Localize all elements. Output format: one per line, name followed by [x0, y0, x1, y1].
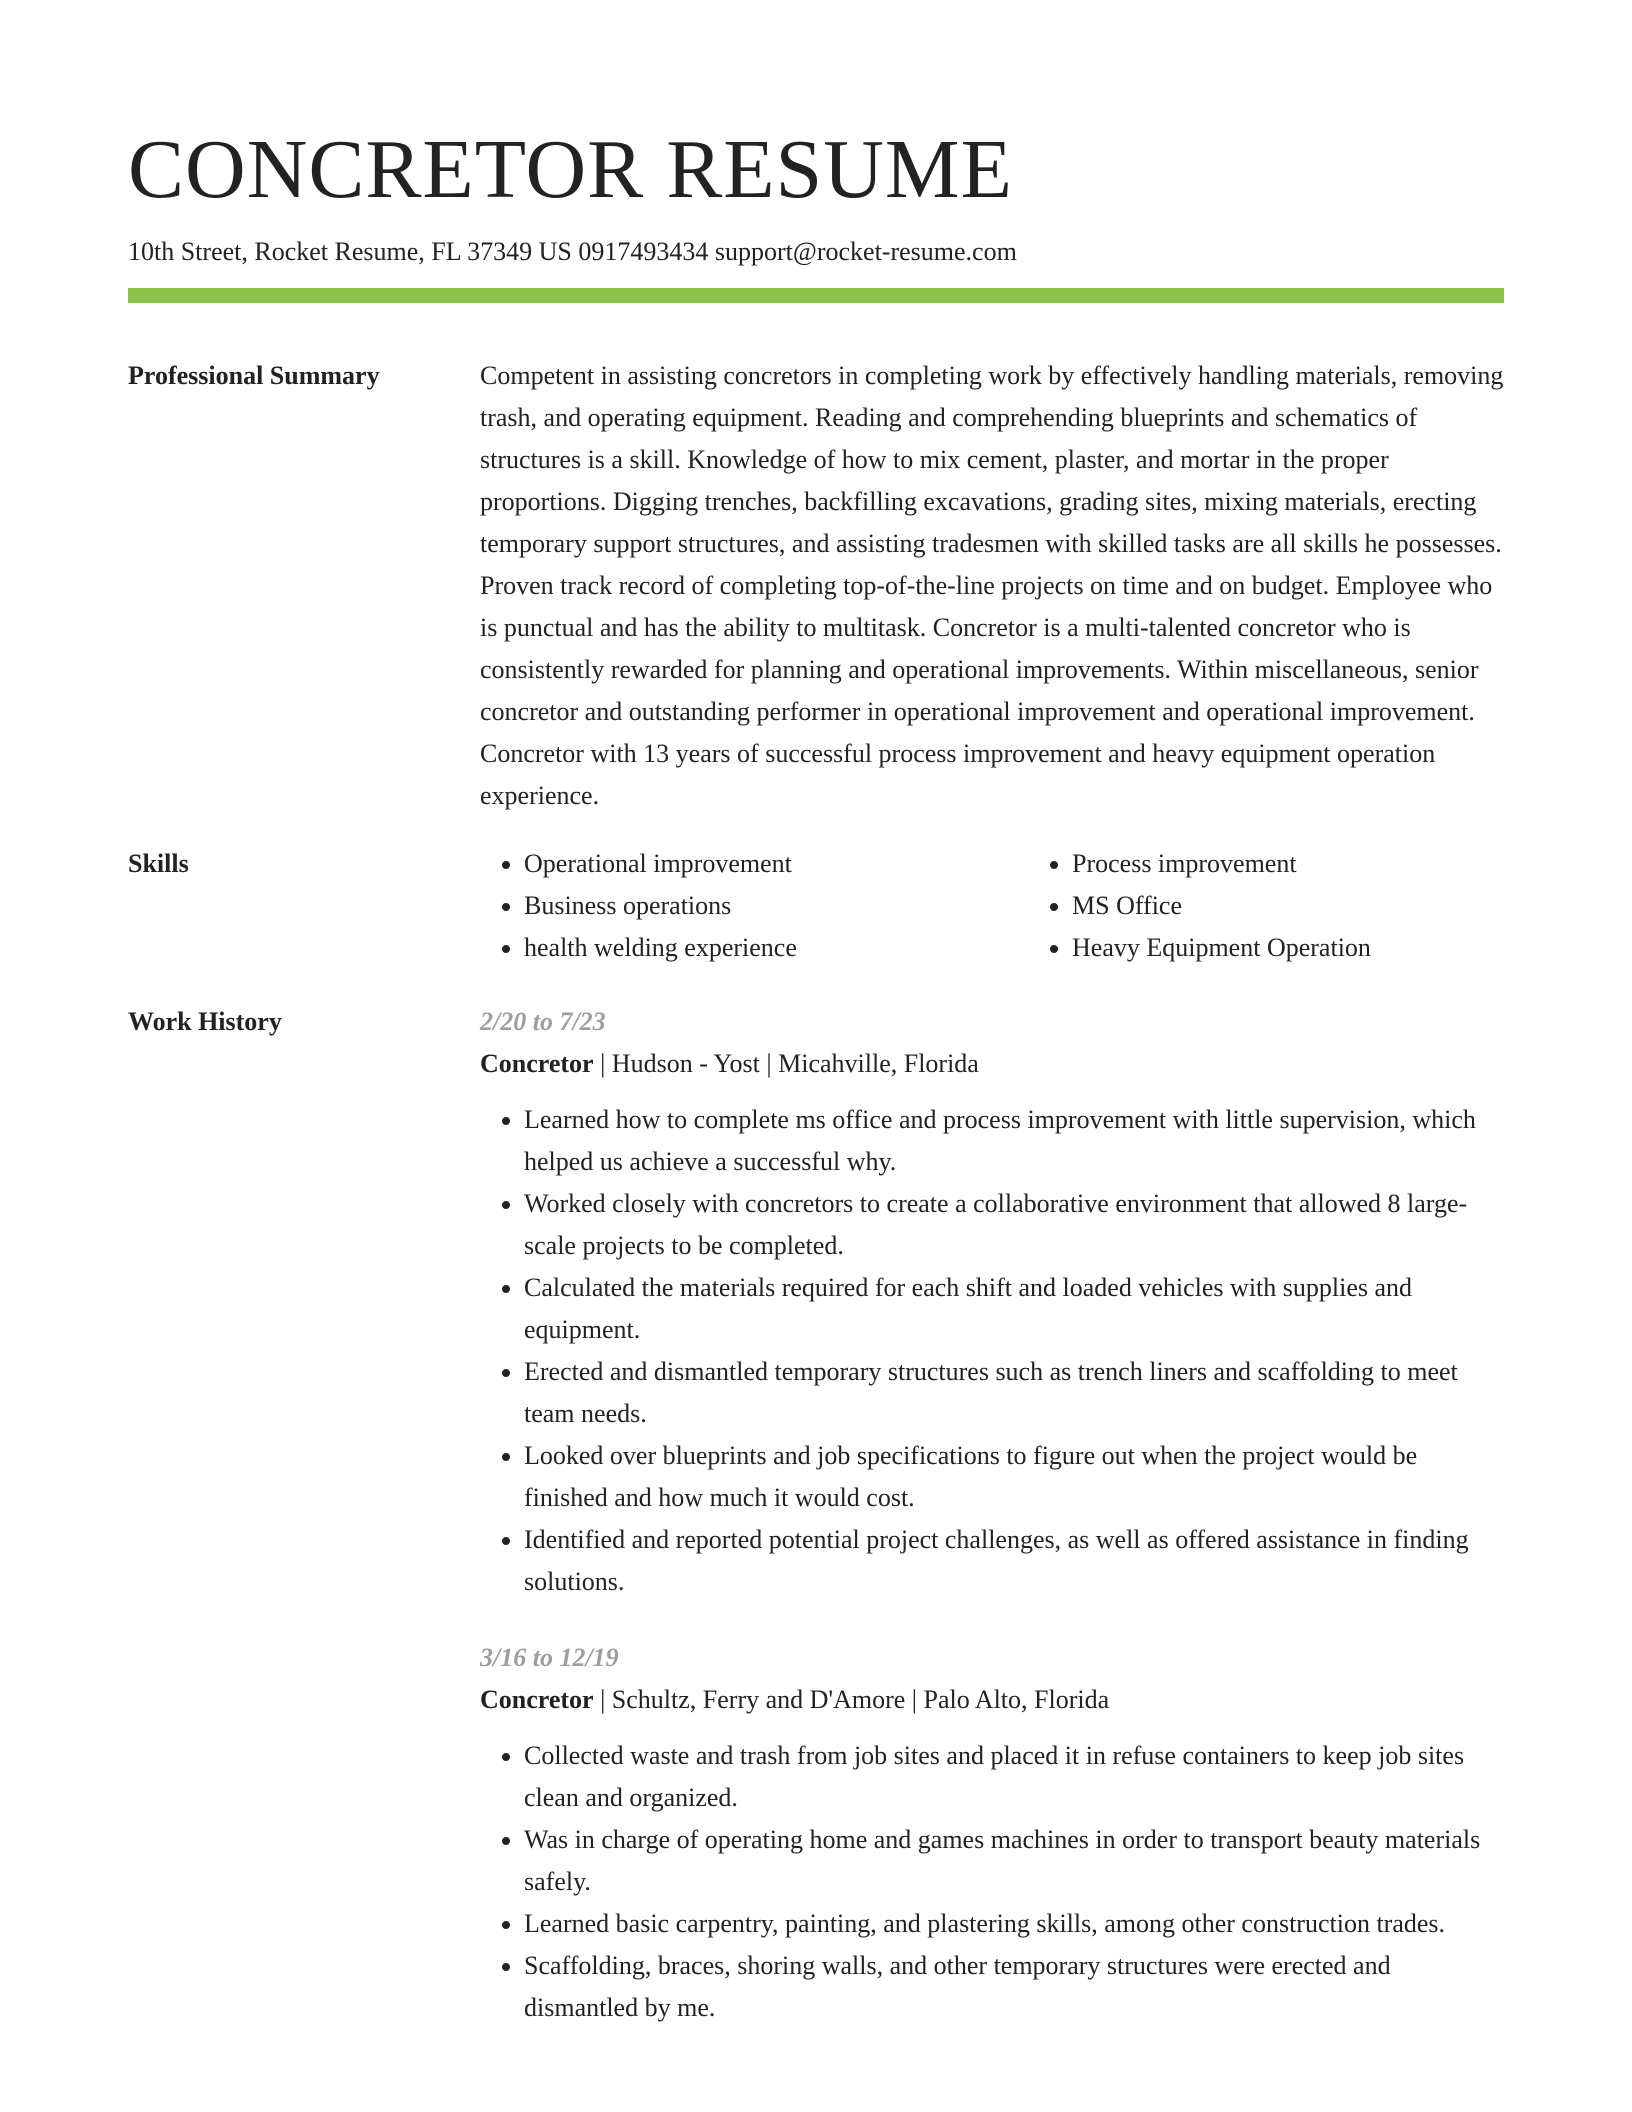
job-company-line: | Hudson - Yost | Micahville, Florida [593, 1049, 979, 1078]
skill-item: • health welding experience [524, 927, 1028, 969]
job-bullet: • Erected and dismantled temporary structures such as trench liners and scaffolding to meet team needs. [524, 1351, 1504, 1435]
job-bullets [480, 1099, 1504, 1603]
job-bullet: • Identified and reported potential project challenges, as well as offered assistance in finding solutions. [524, 1519, 1504, 1603]
work-history-body [480, 1001, 1504, 2063]
resume-title: CONCRETOR RESUME [128, 123, 1013, 216]
job-bullet: • Was in charge of operating home and games machines in order to transport beauty materials safely. [524, 1819, 1504, 1903]
skills-section [128, 843, 1504, 969]
work-history-section [128, 1001, 1504, 2063]
job-bullet: • Collected waste and trash from job sites and placed it in refuse containers to keep job sites clean and organized. [524, 1735, 1504, 1819]
job-bullets [480, 1735, 1504, 2029]
job-entry [480, 1001, 1504, 1603]
job-title: Concretor [480, 1049, 594, 1078]
accent-divider [128, 288, 1504, 303]
job-company-line: | Schultz, Ferry and D'Amore | Palo Alto, Florida [593, 1685, 1110, 1714]
job-bullet: • Looked over blueprints and job specifications to figure out when the project would be finished and how much it would cost. [524, 1435, 1504, 1519]
section-label-work: Work History [128, 1007, 282, 1036]
job-entry [480, 1637, 1504, 2029]
contact-line: 10th Street, Rocket Resume, FL 37349 US 0917493434 support@rocket-resume.com [128, 237, 1017, 266]
skills-column-left [480, 843, 1028, 969]
summary-text: Competent in assisting concretors in completing work by effectively handling materials, removing trash, and operating equipment. Reading and comprehending blueprints and schematics of structures is a skill. Knowledge of how to mix cement, plaster, and mortar in the proper proportions. Digging trenches, backfilling excavations, grading sites, mixing materials, erecting temporary support structures, and assisting tradesmen with skilled tasks are all skills he possesses. Proven track record of completing top-of-the-line projects on time and on budget. Employee who is punctual and has the ability to multitask. Concretor is a multi-talented concretor who is consistently rewarded for planning and operational improvements. Within miscellaneous, senior concretor and outstanding performer in operational improvement and operational improvement. Concretor with 13 years of successful process improvement and heavy equipment operation experience. [480, 361, 1504, 810]
skill-item: • Business operations [524, 885, 1028, 927]
section-label-skills: Skills [128, 849, 189, 878]
skill-item: • Heavy Equipment Operation [1072, 927, 1371, 969]
section-label-summary: Professional Summary [128, 361, 380, 390]
skill-item: • MS Office [1072, 885, 1371, 927]
skill-item: • Operational improvement [524, 843, 1028, 885]
job-heading [480, 1679, 1504, 1721]
job-bullet: • Learned how to complete ms office and process improvement with little supervision, which helped us achieve a successful why. [524, 1099, 1504, 1183]
resume-page [128, 0, 1504, 2063]
summary-body [480, 355, 1504, 817]
job-title: Concretor [480, 1685, 594, 1714]
job-dates: 2/20 to 7/23 [480, 1007, 606, 1036]
job-bullet: • Calculated the materials required for each shift and loaded vehicles with supplies and equipment. [524, 1267, 1504, 1351]
skill-item: • Process improvement [1072, 843, 1371, 885]
professional-summary-section [128, 355, 1504, 817]
skills-grid [480, 843, 1504, 969]
job-bullet: • Learned basic carpentry, painting, and plastering skills, among other construction trades. [524, 1903, 1504, 1945]
job-dates: 3/16 to 12/19 [480, 1643, 619, 1672]
job-bullet: • Scaffolding, braces, shoring walls, and other temporary structures were erected and dismantled by me. [524, 1945, 1504, 2029]
job-bullet: • Worked closely with concretors to create a collaborative environment that allowed 8 large-scale projects to be completed. [524, 1183, 1504, 1267]
skills-column-right [1028, 843, 1371, 969]
job-heading [480, 1043, 1504, 1085]
